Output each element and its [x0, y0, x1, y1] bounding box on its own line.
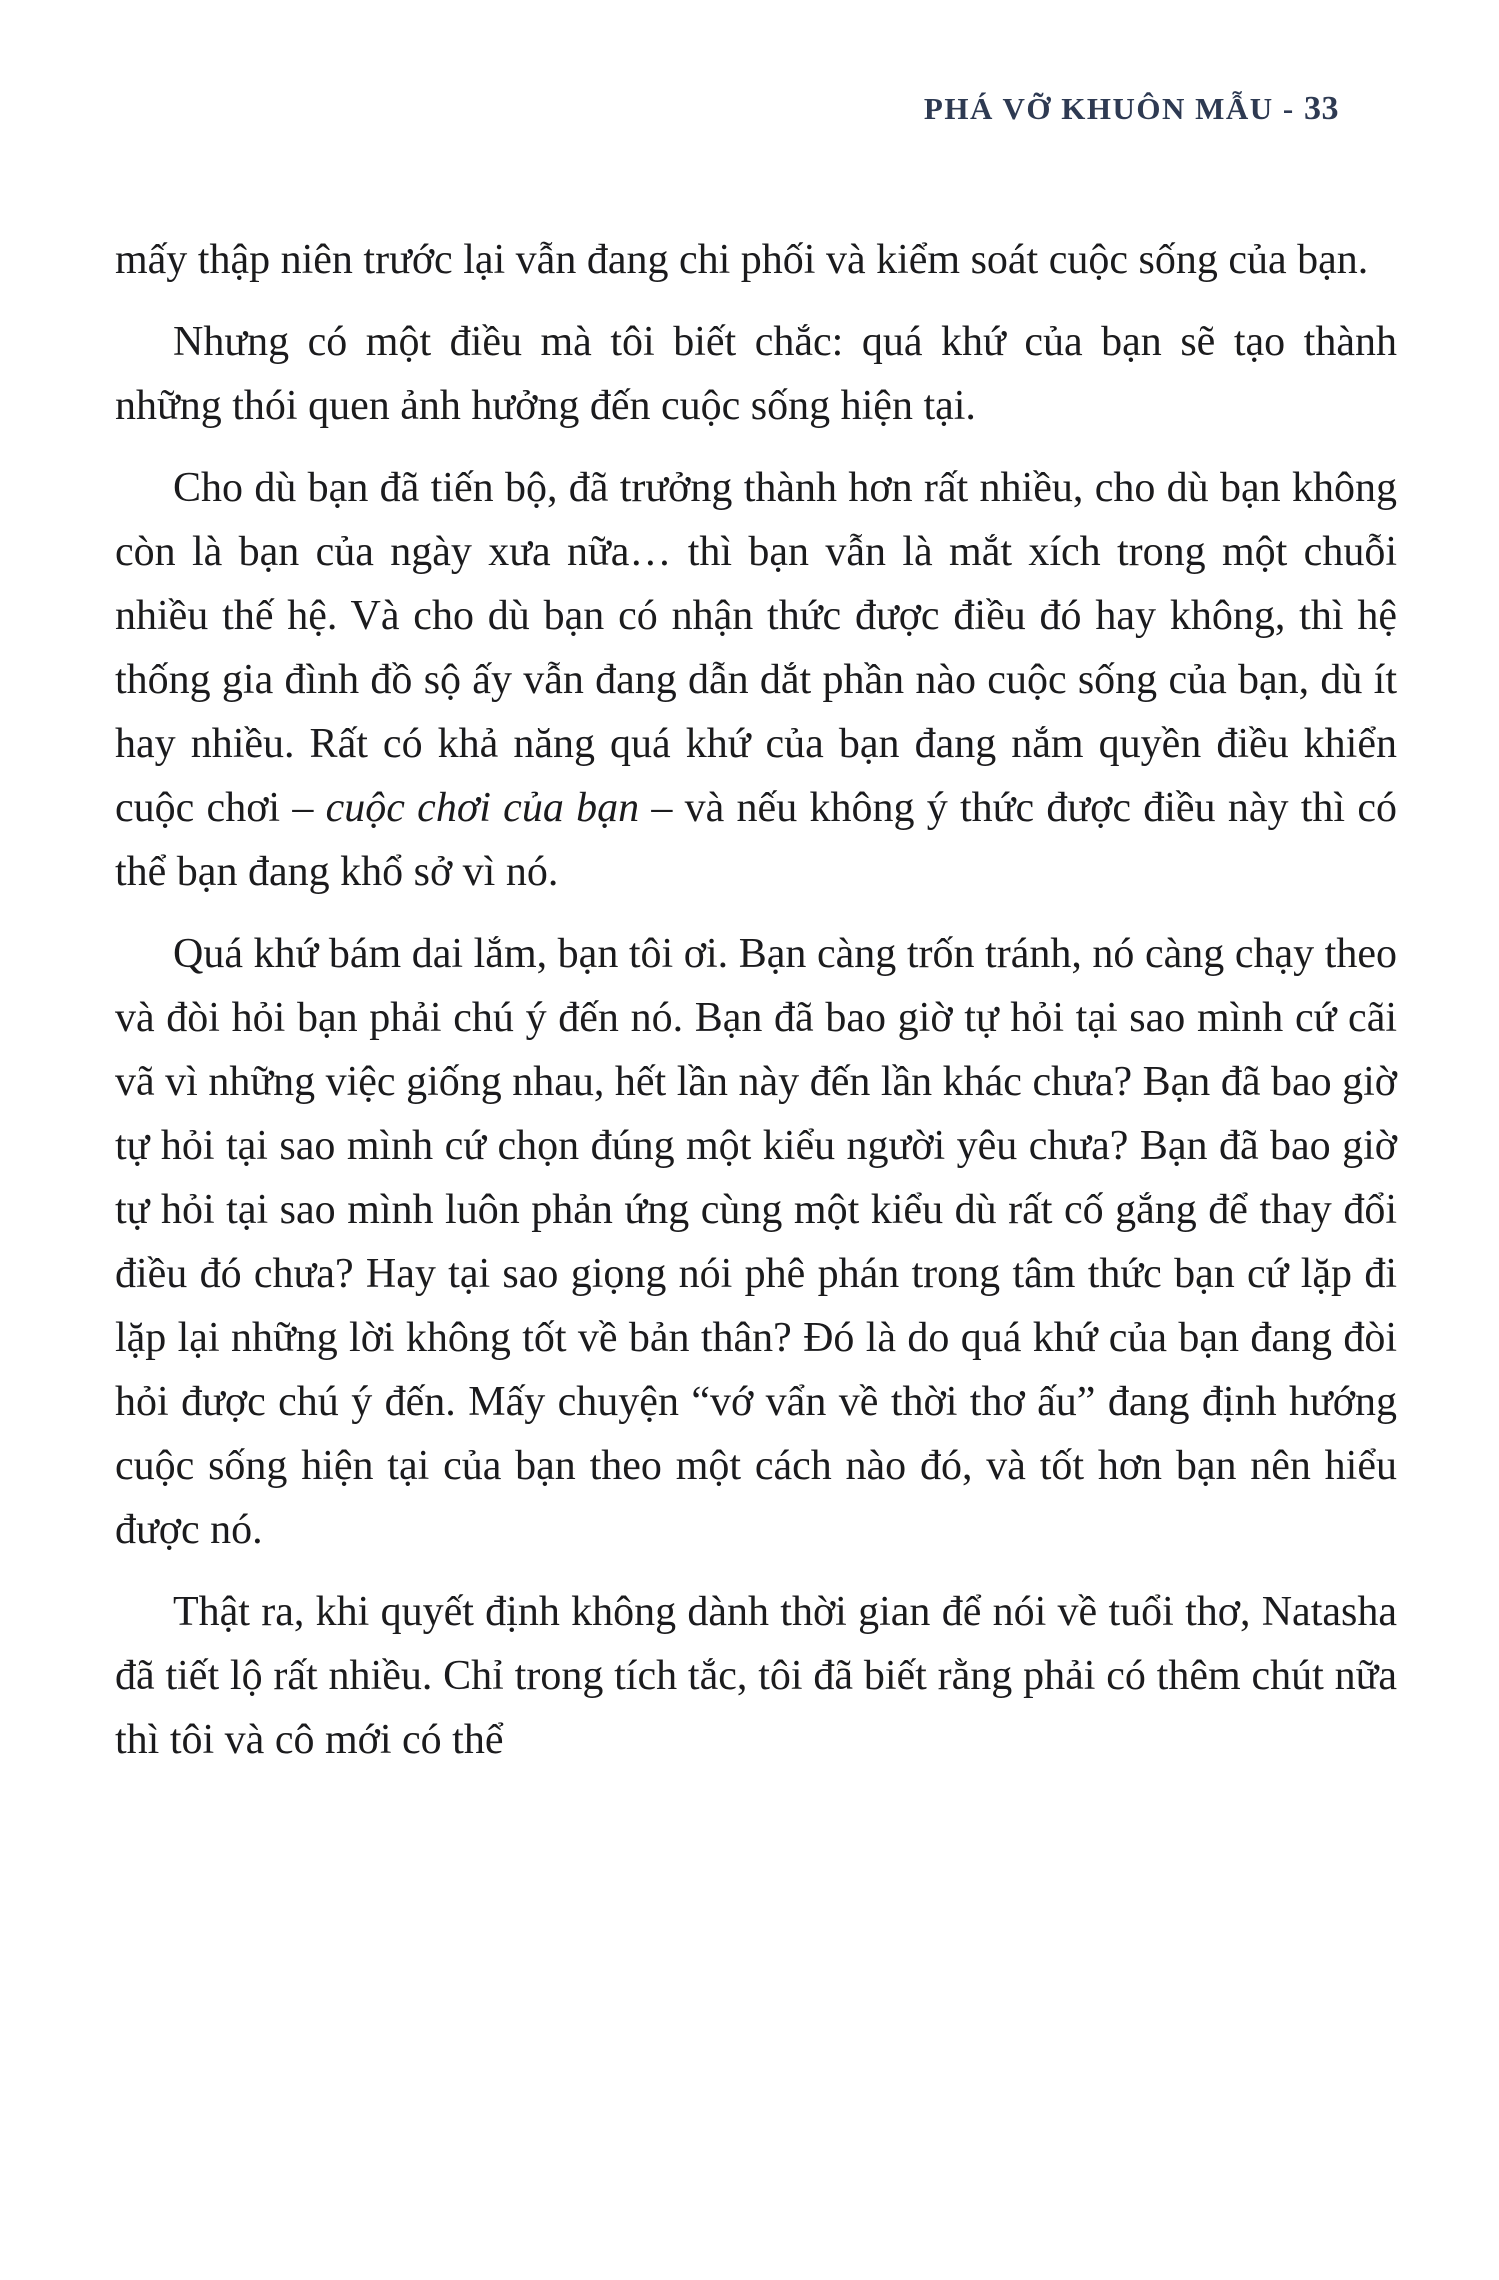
page-number: 33 [1304, 90, 1339, 127]
paragraph: Quá khứ bám dai lắm, bạn tôi ơi. Bạn càng trốn tránh, nó càng chạy theo và đòi hỏi bạn phải chú ý đến nó. Bạn đã bao giờ tự hỏi tại sao mình cứ cãi vã vì những việc giống nhau, hết lần này đến lần khác chưa? Bạn đã bao giờ tự hỏi tại sao mình cứ chọn đúng một kiểu người yêu chưa? Bạn đã bao giờ tự hỏi tại sao mình luôn phản ứng cùng một kiểu dù rất cố gắng để thay đổi điều đó chưa? Hay tại sao giọng nói phê phán trong tâm thức bạn cứ lặp đi lặp lại những lời không tốt về bản thân? Đó là do quá khứ của bạn đang đòi hỏi được chú ý đến. Mấy chuyện “vớ vẩn về thời thơ ấu” đang định hướng cuộc sống hiện tại của bạn theo một cách nào đó, và tốt hơn bạn nên hiểu được nó. [115, 931, 1397, 1553]
italic-phrase: cuộc chơi của bạn [325, 785, 640, 831]
header-separator: - [1273, 91, 1304, 126]
page-header [0, 90, 1339, 128]
page-body [115, 228, 1397, 1790]
paragraph-text: – và nếu không ý thức được điều này thì có thể bạn đang khổ sở vì nó. [115, 785, 1397, 895]
paragraph: mấy thập niên trước lại vẫn đang chi phối và kiểm soát cuộc sống của bạn. [115, 237, 1369, 283]
paragraph [115, 456, 1397, 904]
paragraph: Nhưng có một điều mà tôi biết chắc: quá khứ của bạn sẽ tạo thành những thói quen ảnh hưởng đến cuộc sống hiện tại. [115, 319, 1397, 429]
running-title: PHÁ VỠ KHUÔN MẪU [923, 91, 1274, 126]
paragraph: Thật ra, khi quyết định không dành thời gian để nói về tuổi thơ, Natasha đã tiết lộ rất nhiều. Chỉ trong tích tắc, tôi đã biết rằng phải có thêm chút nữa thì tôi và cô mới có thể [115, 1589, 1397, 1763]
paragraph-text: Cho dù bạn đã tiến bộ, đã trưởng thành hơn rất nhiều, cho dù bạn không còn là bạn của ngày xưa nữa… thì bạn vẫn là mắt xích trong một chuỗi nhiều thế hệ. Và cho dù bạn có nhận thức được điều đó hay không, thì hệ thống gia đình đồ sộ ấy vẫn đang dẫn dắt phần nào cuộc sống của bạn, dù ít hay nhiều. Rất có khả năng quá khứ của bạn đang nắm quyền điều khiển cuộc chơi – [115, 465, 1397, 831]
